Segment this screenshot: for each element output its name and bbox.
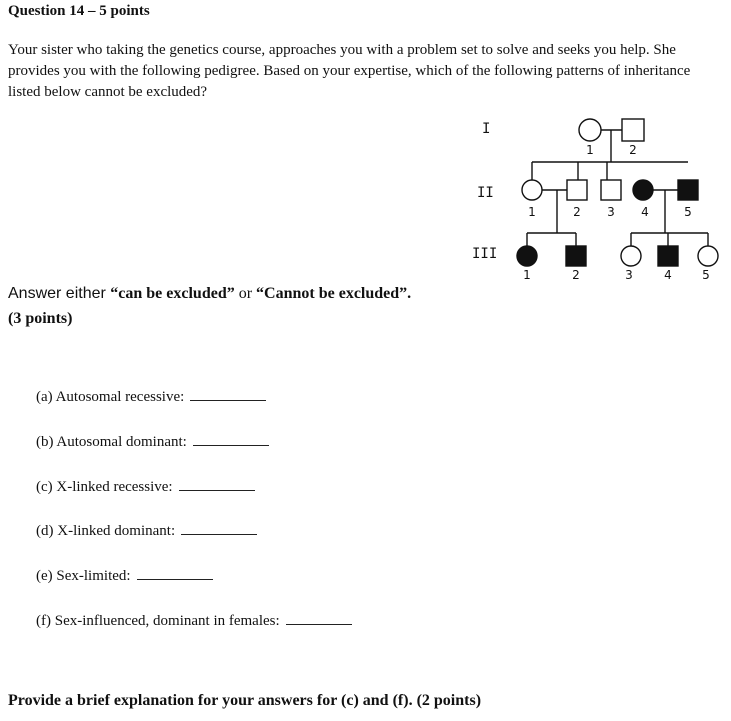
pedigree-chart (460, 100, 720, 285)
answer-prefix: Answer either (8, 285, 111, 302)
pedigree-II-4-affected-female (633, 180, 653, 200)
pedigree-II-1-female (522, 180, 542, 200)
item-f (36, 610, 352, 630)
answer-points: (3 points) (8, 310, 73, 327)
pedigree-III-1-affected-female (517, 246, 537, 266)
question-title: Question 14 – 5 points (8, 3, 150, 19)
pedigree-III-2-affected-male (566, 246, 586, 266)
item-a (36, 386, 266, 406)
answer-blank-a[interactable] (190, 386, 266, 401)
answer-blank-f[interactable] (286, 610, 352, 625)
answer-option-1: “can be excluded” (110, 285, 235, 302)
answer-instructions (8, 285, 411, 303)
pedigree-num: 3 (607, 205, 615, 219)
pedigree-num: 3 (625, 268, 633, 282)
gen-label-I: I (482, 121, 491, 137)
item-e (36, 565, 213, 585)
pedigree-num: 2 (573, 205, 581, 219)
item-label: (b) Autosomal dominant: (36, 434, 187, 450)
answer-blank-c[interactable] (179, 476, 255, 491)
item-b (36, 431, 269, 451)
gen-label-II: II (477, 185, 494, 201)
answer-middle: or (234, 285, 257, 302)
item-label: (e) Sex-limited: (36, 568, 131, 584)
pedigree-II-3-male (601, 180, 621, 200)
pedigree-num: 2 (629, 143, 637, 157)
item-label: (f) Sex-influenced, dominant in females: (36, 613, 280, 629)
pedigree-num: 1 (523, 268, 531, 282)
item-label: (a) Autosomal recessive: (36, 389, 185, 405)
pedigree-II-2-male (567, 180, 587, 200)
pedigree-I-1-female (579, 119, 601, 141)
answer-blank-b[interactable] (193, 431, 269, 446)
item-c (36, 476, 255, 496)
item-d (36, 520, 257, 540)
gen-label-III: III (472, 246, 498, 262)
answer-option-2: “Cannot be excluded” (256, 285, 408, 302)
pedigree-II-5-affected-male (678, 180, 698, 200)
pedigree-III-3-female (621, 246, 641, 266)
pedigree-num: 4 (641, 205, 649, 219)
pedigree-num: 2 (572, 268, 580, 282)
answer-blank-d[interactable] (181, 520, 257, 535)
pedigree-I-2-male (622, 119, 644, 141)
pedigree-num: 4 (664, 268, 672, 282)
pedigree-III-4-affected-male (658, 246, 678, 266)
question-intro: Your sister who taking the genetics course, approaches you with a problem set to solve and seeks you help. She provides you with the following pedigree. Based on your expertise, which of the following patterns of inheritance listed below cannot be excluded? (8, 42, 691, 100)
item-label: (d) X-linked dominant: (36, 523, 176, 539)
answer-blank-e[interactable] (137, 565, 213, 580)
pedigree-num: 5 (684, 205, 692, 219)
item-label: (c) X-linked recessive: (36, 479, 173, 495)
pedigree-num: 5 (702, 268, 710, 282)
pedigree-num: 1 (586, 143, 594, 157)
pedigree-num: 1 (528, 205, 536, 219)
pedigree-III-5-female (698, 246, 718, 266)
answer-suffix: . (407, 285, 412, 302)
explanation-prompt: Provide a brief explanation for your answers for (c) and (f). (2 points) (8, 692, 482, 709)
